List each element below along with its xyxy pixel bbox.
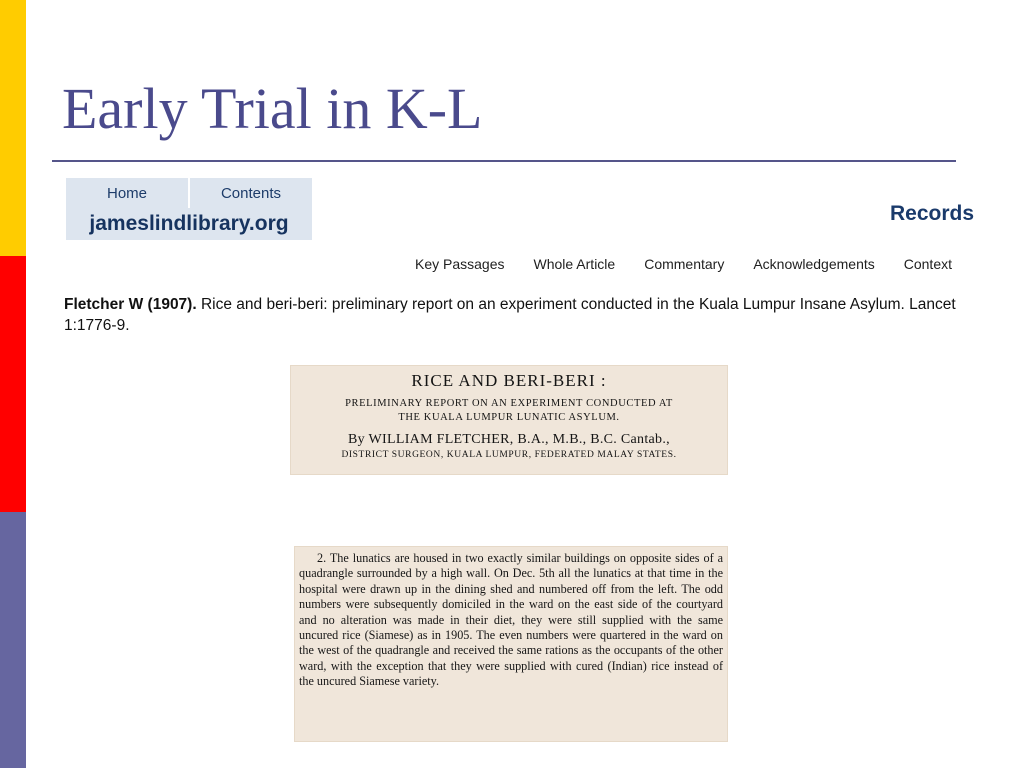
article-tabs — [415, 256, 952, 272]
article-title: RICE AND BERI-BERI : — [411, 371, 607, 390]
citation-author-year: Fletcher W (1907). — [64, 296, 197, 313]
article-author: By WILLIAM FLETCHER, B.A., M.B., B.C. Cantab., — [348, 432, 670, 447]
slide-title: Early Trial in K-L — [62, 76, 483, 141]
tab-acknowledgements[interactable]: Acknowledgements — [753, 256, 875, 272]
site-nav — [66, 178, 312, 208]
tab-context[interactable]: Context — [903, 256, 952, 272]
nav-contents-link[interactable]: Contents — [188, 178, 312, 208]
tab-commentary[interactable]: Commentary — [644, 256, 725, 272]
site-logo[interactable]: jameslindlibrary.org — [66, 208, 312, 240]
stripe-purple — [0, 512, 26, 768]
article-subtitle-line-1: PRELIMINARY REPORT ON AN EXPERIMENT CONDUCTED AT — [345, 398, 673, 409]
tab-whole-article[interactable]: Whole Article — [533, 256, 616, 272]
article-subtitle-line-2: THE KUALA LUMPUR LUNATIC ASYLUM. — [398, 412, 620, 423]
stripe-red — [0, 256, 26, 512]
nav-home-link[interactable]: Home — [106, 184, 147, 202]
tab-key-passages[interactable]: Key Passages — [415, 256, 505, 272]
citation — [64, 294, 964, 336]
article-excerpt-scan — [294, 546, 728, 742]
section-heading: Records — [889, 202, 974, 225]
article-affiliation: DISTRICT SURGEON, KUALA LUMPUR, FEDERATED MALAY STATES. — [341, 450, 677, 460]
article-excerpt-paragraph: 2. The lunatics are housed in two exactly similar buildings on opposite sides of a quadrangle surrounded by a high wall. On Dec. 5th all the lunatics at that time in the hospital were drawn up in the dining shed and numbered off from the left. The odd numbers were subsequently domiciled in the ward on the east side of the courtyard and no alteration was made in their diet, they were still supplied with the same uncured rice (Siamese) as in 1905. The even numbers were quartered in the ward on the west of the quadrangle and received the same rations as the occupants of the other ward, with the exception that they were supplied with cured (Indian) rice instead of the uncured Siamese variety. — [299, 551, 723, 689]
citation-text: Rice and beri-beri: preliminary report on an experiment conducted in the Kuala Lumpur Insane Asylum. Lancet 1:1776-9. — [64, 296, 956, 334]
article-header-scan — [290, 365, 728, 475]
stripe-yellow — [0, 0, 26, 256]
title-divider — [52, 160, 956, 162]
